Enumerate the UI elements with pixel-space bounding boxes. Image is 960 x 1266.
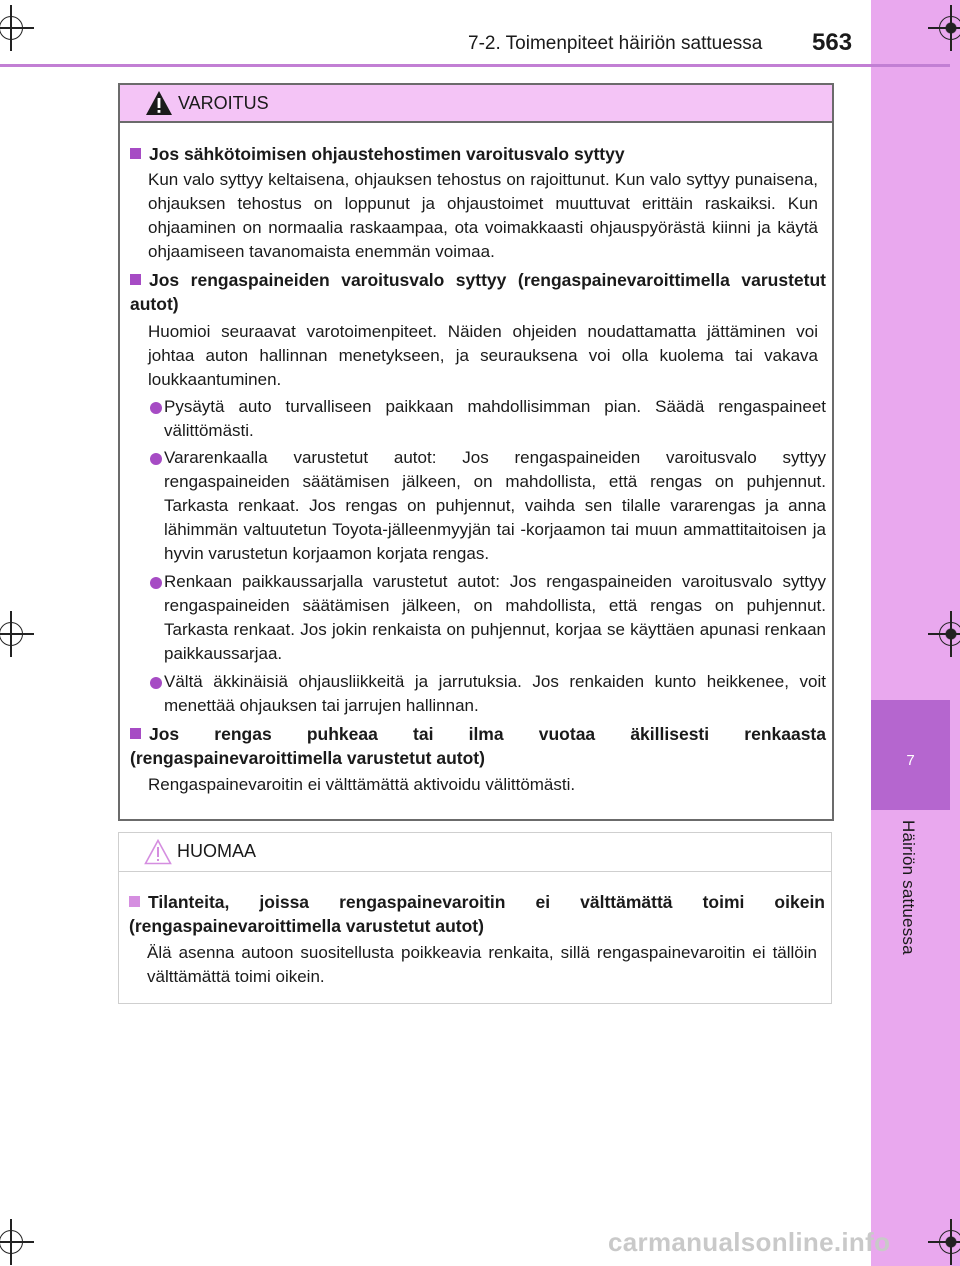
warning-heading: Jos sähkötoimisen ohjaustehostimen varoitusvalo syttyy [130,142,826,166]
warning-triangle-icon [145,90,173,116]
notice-title: HUOMAA [177,841,257,861]
round-bullet-icon [150,577,162,589]
registration-mark-icon [939,16,960,40]
registration-mark-icon [939,1230,960,1254]
section-title: 7-2. Toimenpiteet häiriön sattuessa [468,33,763,54]
round-bullet-icon [150,677,162,689]
warning-bullet: Vältä äkkinäisiä ohjausliikkeitä ja jarrutuksia. Jos renkaiden kunto heikkenee, voit menettää ohjauksen tai jarrujen hallinnan. [164,672,826,715]
chapter-number: 7 [906,752,915,769]
square-bullet-icon [130,148,141,159]
header-rule [0,64,950,67]
notice-paragraph: Älä asenna autoon suositellusta poikkeavia renkaita, sillä rengaspainevaroitin ei tällöin välttämättä toimi oikein. [147,943,817,986]
registration-mark-icon [0,16,23,40]
warning-box [118,83,834,821]
warning-paragraph: Rengaspainevaroitin ei välttämättä aktivoidu välittömästi. [148,775,576,794]
registration-mark-icon [939,622,960,646]
warning-heading: Jos rengaspaineiden varoitusvalo syttyy (rengaspainevaroittimella varustetut autot) [130,270,826,314]
warning-title: VAROITUS [178,93,269,113]
registration-mark-icon [0,622,23,646]
warning-header [120,85,832,123]
warning-paragraph: Kun valo syttyy keltaisena, ohjauksen tehostus on rajoittunut. Kun valo syttyy punaisena, ohjauksen tehostus on loppunut ja ohjaustoimet muuttuvat erittäin raskaiksi. Kun ohjaaminen on normaalia raskaampaa, ota voimakkaasti ohjauspyörästä kiinni ja käytä ohjaamiseen tavanomaista enemmän voimaa. [148,170,818,261]
notice-heading: Tilanteita, joissa rengaspainevaroitin ei välttämättä toimi oikein (rengaspainevaroittimella varustetut autot) [129,892,825,936]
square-bullet-icon [129,896,140,907]
notice-box [118,832,832,1004]
page-number: 563 [812,29,853,56]
warning-heading: Jos rengas puhkeaa tai ilma vuotaa äkillisesti renkaasta (rengaspainevaroittimella varustetut autot) [130,724,826,768]
warning-bullet: Pysäytä auto turvalliseen paikkaan mahdollisimman pian. Säädä rengaspaineet välittömästi. [164,397,826,440]
warning-bullet: Vararenkaalla varustetut autot: Jos rengaspaineiden varoitusvalo syttyy rengaspaineiden säätämisen jälkeen, on mahdollista, että rengas on puhjennut. Tarkasta renkaat. Jos rengas on puhjennut, vaihda sen tilalle vararengas ja anna lähimmän valtuutetun Toyota-jälleenmyyjän tai -korjaamon tai muun ammattitaitoisen ja hyvin varustetun korjaamon korjata rengas. [164,448,826,563]
notice-header [119,833,831,872]
round-bullet-icon [150,453,162,465]
caution-triangle-icon [144,839,172,865]
square-bullet-icon [130,728,141,739]
warning-bullet: Renkaan paikkaussarjalla varustetut autot: Jos rengaspaineiden varoitusvalo syttyy rengaspaineiden säätämisen jälkeen, on mahdollista, että rengas on puhjennut. Tarkasta renkaat. Jos jokin renkaista on puhjennut, korjaa se käyttäen apunasi renkaan paikkaussarjaa. [164,572,826,663]
round-bullet-icon [150,402,162,414]
square-bullet-icon [130,274,141,285]
warning-paragraph: Huomioi seuraavat varotoimenpiteet. Näiden ohjeiden noudattamatta jättäminen voi johtaa auton hallinnan menetykseen, ja seurauksena voi olla kuolema tai vakava loukkaantuminen. [148,322,818,389]
chapter-label: Häiriön sattuessa [899,820,918,955]
watermark: carmanualsonline.info [608,1227,891,1257]
registration-mark-icon [0,1230,23,1254]
